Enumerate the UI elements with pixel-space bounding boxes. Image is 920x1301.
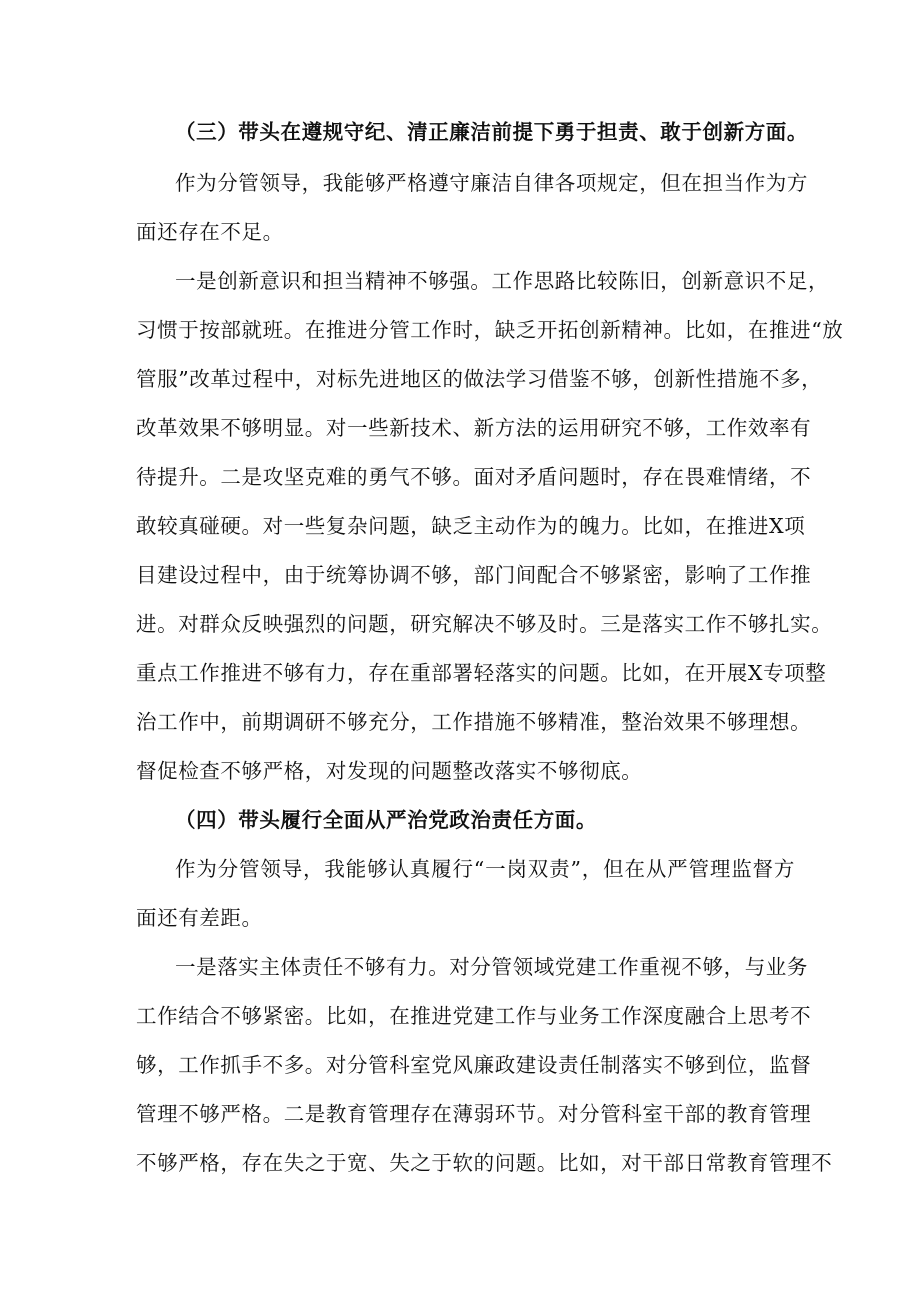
paragraph-line: 督促检查不够严格，对发现的问题整改落实不够彻底。	[136, 759, 643, 783]
paragraph-line: 工作结合不够紧密。比如，在推进党建工作与业务工作深度融合上思考不	[136, 1004, 812, 1028]
paragraph-line: 目建设过程中，由于统筹协调不够，部门间配合不够紧密，影响了工作推	[136, 563, 812, 587]
paragraph-line: 够，工作抓手不多。对分管科室党风廉政建设责任制落实不够到位，监督	[136, 1053, 812, 1077]
paragraph-line: 待提升。二是攻坚克难的勇气不够。面对矛盾问题时，存在畏难情绪，不	[136, 465, 812, 489]
paragraph-line: 管理不够严格。二是教育管理存在薄弱环节。对分管科室干部的教育管理	[136, 1102, 812, 1126]
paragraph-line: 面还存在不足。	[136, 220, 284, 244]
paragraph-line: 进。对群众反映强烈的问题，研究解决不够及时。三是落实工作不够扎实。	[136, 612, 833, 636]
section-heading-3: （三）带头在遵规守纪、清正廉洁前提下勇于担责、敢于创新方面。	[175, 120, 808, 144]
paragraph-line: 治工作中，前期调研不够充分，工作措施不够精准，整治效果不够理想。	[136, 710, 812, 734]
paragraph-line: 面还有差距。	[136, 906, 263, 930]
paragraph-line: 一是创新意识和担当精神不够强。工作思路比较陈旧，创新意识不足，	[175, 269, 830, 293]
paragraph-line: 习惯于按部就班。在推进分管工作时，缺乏开拓创新精神。比如，在推进“放	[136, 318, 844, 342]
paragraph-line: 一是落实主体责任不够有力。对分管领域党建工作重视不够，与业务	[175, 955, 808, 979]
paragraph-line: 敢较真碰硬。对一些复杂问题，缺乏主动作为的魄力。比如，在推进X项	[136, 514, 806, 538]
paragraph-line: 重点工作推进不够有力，存在重部署轻落实的问题。比如，在开展X专项整	[136, 661, 827, 685]
paragraph-line: 作为分管领导，我能够认真履行“一岗双责”，但在从严管理监督方	[175, 857, 795, 881]
paragraph-line: 不够严格，存在失之于宽、失之于软的问题。比如，对干部日常教育管理不	[136, 1151, 833, 1175]
paragraph-line: 管服”改革过程中，对标先进地区的做法学习借鉴不够，创新性措施不多，	[136, 367, 823, 391]
paragraph-line: 改革效果不够明显。对一些新技术、新方法的运用研究不够，工作效率有	[136, 416, 812, 440]
section-heading-4: （四）带头履行全面从严治党政治责任方面。	[175, 808, 597, 832]
paragraph-line: 作为分管领导，我能够严格遵守廉洁自律各项规定，但在担当作为方	[175, 171, 808, 195]
